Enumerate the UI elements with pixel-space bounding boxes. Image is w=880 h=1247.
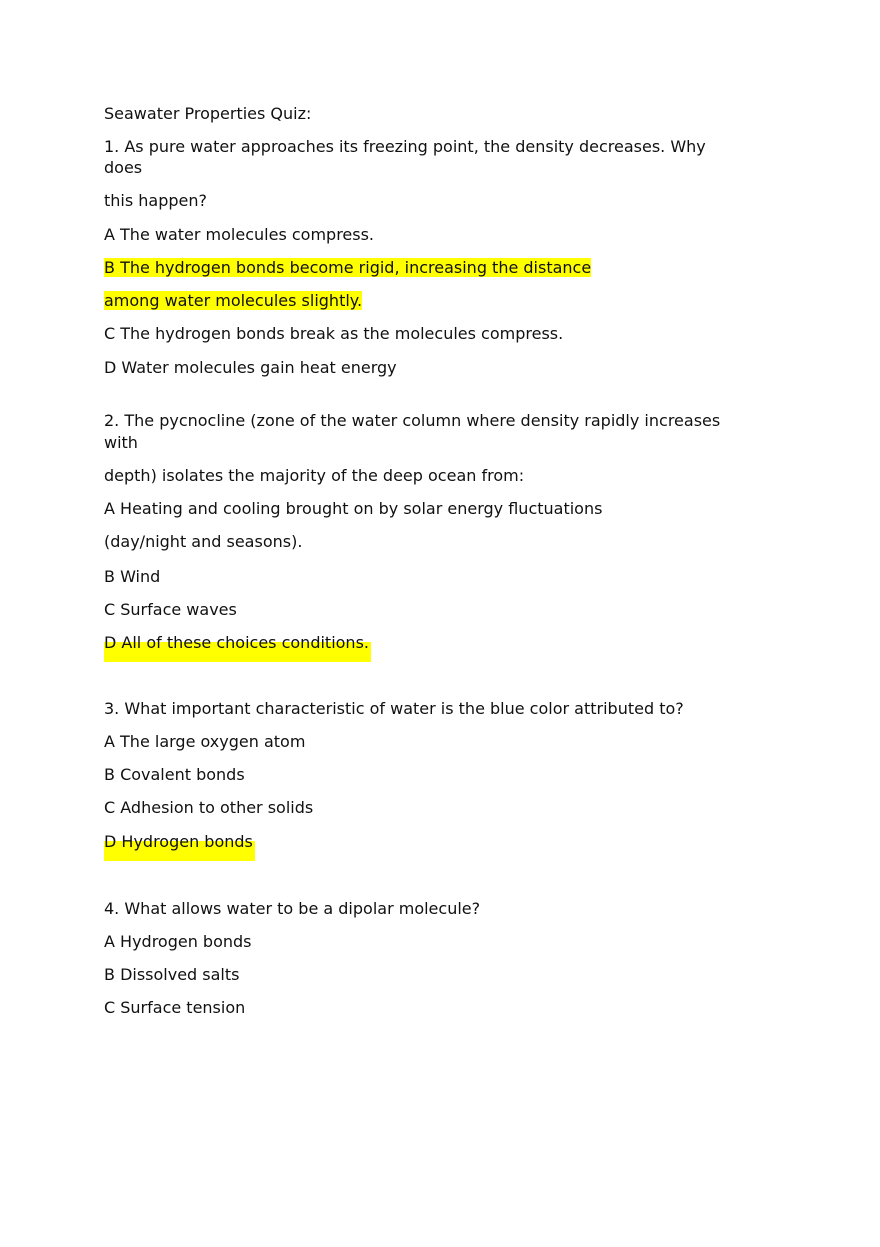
question-3-option-b: B Covalent bonds: [104, 765, 245, 784]
question-1-option-a: A The water molecules compress.: [104, 225, 375, 244]
question-4-option-c: C Surface tension: [104, 998, 246, 1017]
question-3-option-a: A The large oxygen atom: [104, 732, 306, 751]
question-1-option-b-highlighted: B The hydrogen bonds become rigid, increasing the distance: [104, 258, 592, 277]
question-1-text: 1. As pure water approaches its freezing point, the density decreases. Why: [104, 137, 706, 156]
quiz-title: Seawater Properties Quiz:: [104, 104, 312, 123]
question-2-text: depth) isolates the majority of the deep ocean from:: [104, 466, 525, 485]
question-1-option-d: D Water molecules gain heat energy: [104, 358, 397, 377]
question-4-text: 4. What allows water to be a dipolar molecule?: [104, 899, 481, 918]
question-2-option-c: C Surface waves: [104, 600, 237, 619]
question-1-option-b-highlighted: among water molecules slightly.: [104, 291, 363, 310]
question-1-text: does: [104, 158, 143, 177]
question-4-option-b: B Dissolved salts: [104, 965, 240, 984]
question-1-text: this happen?: [104, 191, 208, 210]
question-4-option-a: A Hydrogen bonds: [104, 932, 252, 951]
question-1-option-c: C The hydrogen bonds break as the molecules compress.: [104, 324, 564, 343]
question-2-text: 2. The pycnocline (zone of the water column where density rapidly increases: [104, 411, 721, 430]
question-2-option-b: B Wind: [104, 567, 161, 586]
question-3-text: 3. What important characteristic of water is the blue color attributed to?: [104, 699, 684, 718]
question-2-option-a: (day/night and seasons).: [104, 532, 303, 551]
question-3-option-c: C Adhesion to other solids: [104, 798, 314, 817]
question-2-option-a: A Heating and cooling brought on by solar energy fluctuations: [104, 499, 603, 518]
question-2-option-d-highlighted: D All of these choices conditions.: [104, 633, 371, 662]
question-2-text: with: [104, 433, 138, 452]
question-3-option-d-highlighted: D Hydrogen bonds: [104, 832, 255, 861]
